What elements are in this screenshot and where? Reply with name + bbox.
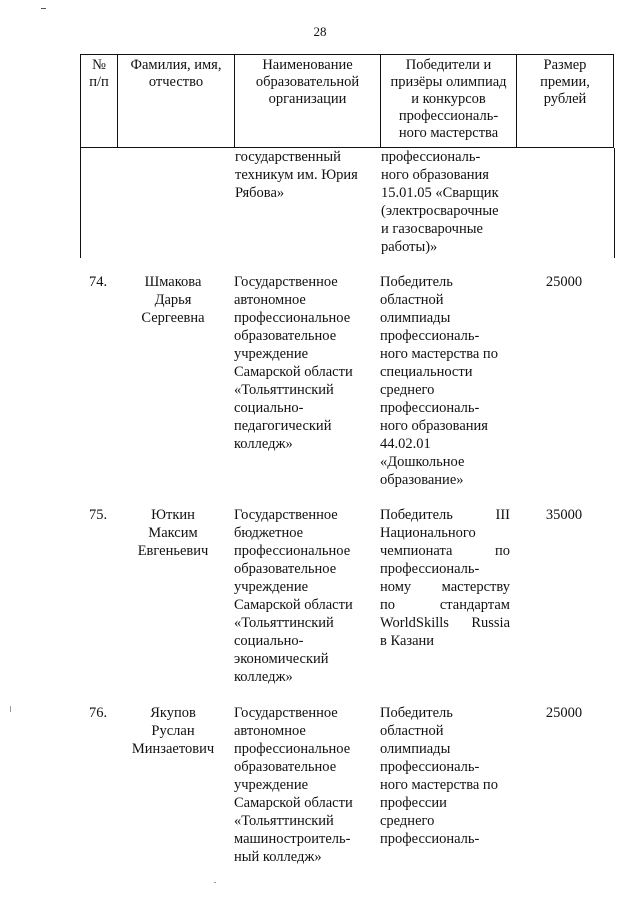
row-prize: 25000 [545, 274, 583, 290]
row-number: 76. [88, 705, 108, 721]
page-number: 28 [313, 24, 327, 39]
header-full-name: Фамилия, имя, отчество [118, 55, 235, 148]
scan-speck [41, 8, 46, 9]
row-prize: 35000 [545, 507, 583, 523]
row-number: 75. [88, 507, 108, 523]
continued-organization: государственный техникум им. Юрия Рябова» [235, 149, 358, 201]
row-full-name: Юткин Максим Евгеньевич [137, 507, 209, 559]
row-prize: 25000 [545, 705, 583, 721]
header-organization: Наименование образовательной организации [235, 55, 381, 148]
continued-row [80, 148, 615, 258]
row-organization: Государственное автономное профессиональное образовательное учреждение Самарской области «Тольяттинский машиностроитель- ный колледж» [234, 705, 353, 865]
header-prize: Размер премии, рублей [517, 55, 614, 148]
row-number: 74. [88, 274, 108, 290]
table-header [80, 54, 614, 148]
scan-speck [10, 706, 11, 712]
row-full-name: Якупов Руслан Минзаетович [131, 705, 215, 757]
row-organization: Государственное автономное профессиональное образовательное учреждение Самарской области «Тольяттинский социально- педагогический колледж» [234, 274, 353, 452]
row-organization: Государственное бюджетное профессиональное образовательное учреждение Самарской области «Тольяттинский социально- экономический колледж» [234, 507, 353, 685]
row-winners: Победитель III Национального чемпионата по профессиональ- ному мастерству по стандартам WorldSkills Russia в Казани [380, 507, 510, 649]
row-winners: Победитель областной олимпиады профессиональ- ного мастерства по профессии среднего профессиональ- [380, 705, 498, 847]
header-number: № п/п [81, 55, 118, 148]
header-winners: Победители и призёры олимпиад и конкурсов профессиональ- ного мастерства [381, 55, 517, 148]
row-full-name: Шмакова Дарья Сергеевна [141, 274, 205, 326]
continued-winners: профессиональ- ного образования 15.01.05 «Сварщик (электросварочные и газосварочные работы)» [381, 149, 499, 255]
row-winners: Победитель областной олимпиады профессиональ- ного мастерства по специальности среднего профессиональ- ного образования 44.02.01 «Дошкольное образование» [380, 274, 498, 488]
scan-speck [214, 882, 216, 883]
